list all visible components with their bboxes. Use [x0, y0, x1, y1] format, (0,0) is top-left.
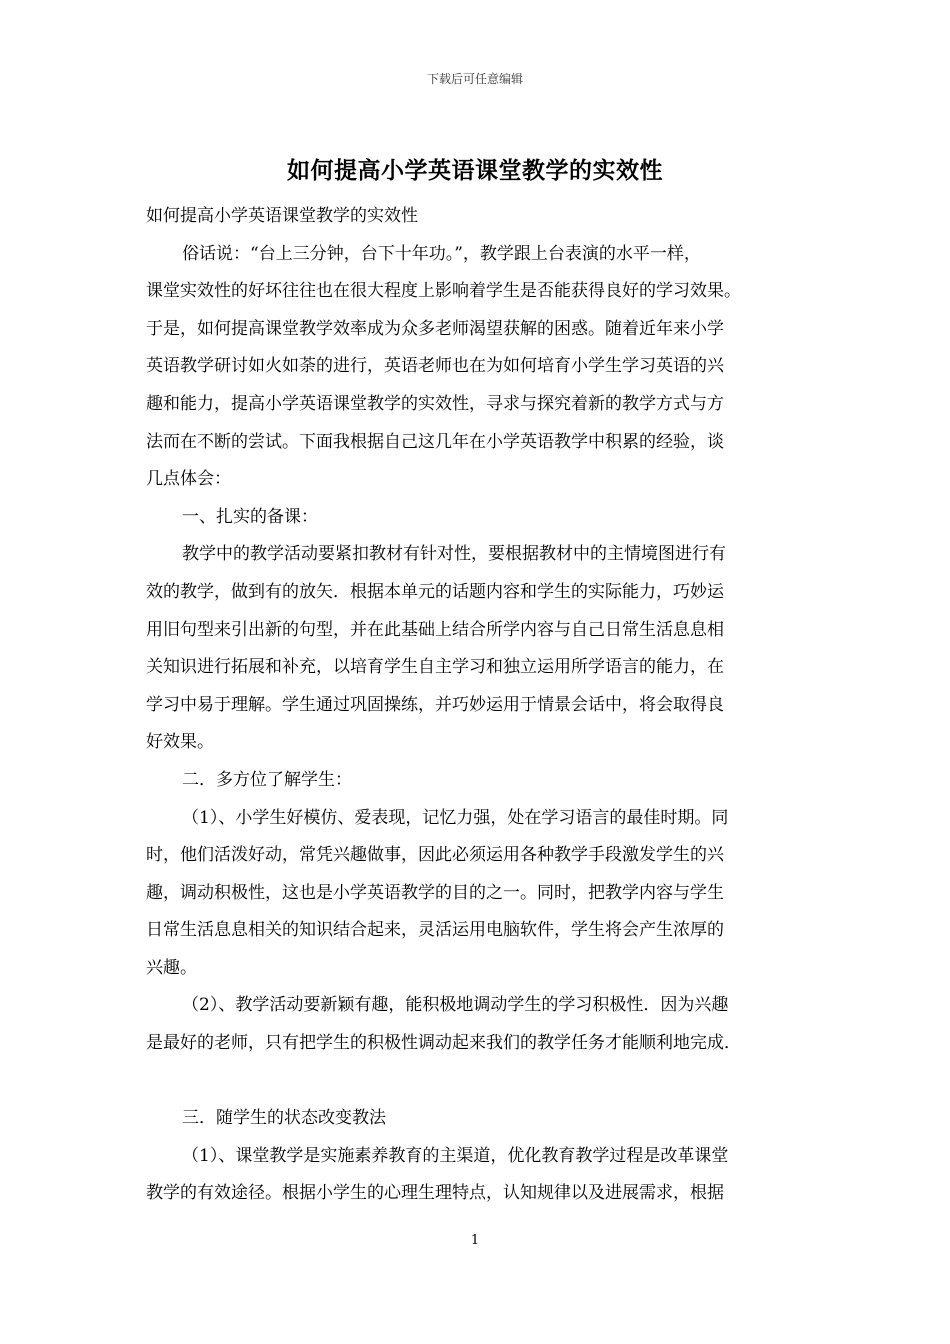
- text-line: 英语教学研讨如火如荼的进行，英语老师也在为如何培育小学生学习英语的兴: [146, 356, 724, 377]
- text-line: 几点体会：: [146, 469, 231, 490]
- text-line: （2）、教学活动要新颖有趣，能积极地调动学生的学习积极性．因为兴趣: [182, 995, 729, 1016]
- document-body: [146, 198, 810, 1213]
- text-line: （1）、小学生好模仿、爱表现，记忆力强，处在学习语言的最佳时期。同: [182, 807, 729, 828]
- page-number: 1: [470, 1233, 480, 1248]
- text-line: 一、扎实的备课：: [182, 506, 318, 527]
- page-header: 下载后可任意编辑: [426, 72, 523, 86]
- text-line: 趣和能力，提高小学英语课堂教学的实效性，寻求与探究着新的教学方式与方: [146, 393, 724, 414]
- text-line: 用旧句型来引出新的句型，并在此基础上结合所学内容与自己日常生活息息相: [146, 619, 724, 640]
- text-line: 兴趣。: [146, 957, 197, 978]
- text-line: 日常生活息息相关的知识结合起来，灵活运用电脑软件，学生将会产生浓厚的: [146, 920, 724, 941]
- text-line: 关知识进行拓展和补充，以培育学生自主学习和独立运用所学语言的能力，在: [146, 657, 724, 678]
- text-line: 二．多方位了解学生：: [182, 769, 352, 790]
- text-line: 学习中易于理解。学生通过巩固操练，并巧妙运用于情景会话中，将会取得良: [146, 694, 724, 715]
- text-line: 三．随学生的状态改变教法: [182, 1108, 386, 1129]
- text-line: 趣，调动积极性，这也是小学英语教学的目的之一。同时，把教学内容与学生: [146, 882, 724, 903]
- text-line: 俗话说：“台上三分钟，台下十年功。”，教学跟上台表演的水平一样，: [182, 243, 701, 264]
- text-line: 如何提高小学英语课堂教学的实效性: [146, 206, 418, 226]
- text-line: （1）、课堂教学是实施素养教育的主渠道，优化教育教学过程是改革课堂: [182, 1145, 729, 1166]
- text-line: 时，他们活泼好动，常凭兴趣做事，因此必须运用各种教学手段激发学生的兴: [146, 845, 724, 866]
- text-line: 教学的有效途径。根据小学生的心理生理特点，认知规律以及进展需求，根据: [146, 1183, 724, 1204]
- text-line: 教学中的教学活动要紧扣教材有针对性，要根据教材中的主情境图进行有: [182, 544, 726, 565]
- text-line: 于是，如何提高课堂教学效率成为众多老师渴望获解的困惑。随着近年来小学: [146, 318, 724, 339]
- text-line: 课堂实效性的好坏往往也在很大程度上影响着学生是否能获得良好的学习效果。: [146, 281, 741, 302]
- text-line: 是最好的老师，只有把学生的积极性调动起来我们的教学任务才能顺利地完成．: [146, 1033, 741, 1054]
- blank-line: [146, 1063, 810, 1101]
- text-line: 好效果。: [146, 732, 214, 753]
- text-line: 法而在不断的尝试。下面我根据自己这几年在小学英语教学中积累的经验，谈: [146, 431, 724, 452]
- text-line: 效的教学，做到有的放矢．根据本单元的话题内容和学生的实际能力，巧妙运: [146, 581, 724, 602]
- document-title: 如何提高小学英语课堂教学的实效性: [287, 157, 663, 184]
